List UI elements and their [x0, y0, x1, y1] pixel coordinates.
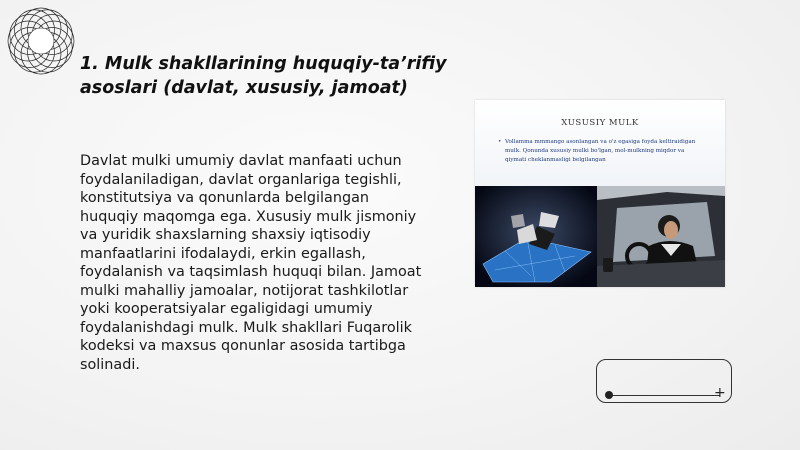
- embedded-slide-header: [475, 100, 725, 186]
- embedded-slide-image: [475, 100, 725, 287]
- embedded-slide-bullet: [498, 138, 705, 164]
- embedded-slide-title: XUSUSIY MULK: [561, 118, 639, 128]
- slider-knob[interactable]: [605, 391, 613, 399]
- geometric-circle-logo-icon: [4, 4, 78, 78]
- plus-icon[interactable]: +: [714, 385, 726, 401]
- car-driver-photo: [597, 186, 725, 287]
- page-title: 1. Mulk shakllarining huquqiy-ta’rifiy asoslari (davlat, xususiy, jamoat): [80, 54, 447, 98]
- bullet-dot-icon: •: [498, 139, 502, 145]
- puzzle-photo: [475, 186, 597, 287]
- embedded-slide-bullet-text: Vollamma mmmango asonlangan va o'z egasiga foyda keltiraidigan mulk. Qonunda xususiy mulki bo'lgan, mol-mulkning miqdor va qiymati cheklanmasligi belgilangan: [505, 139, 696, 163]
- slider-track: [609, 395, 720, 396]
- timeline-slider[interactable]: [596, 359, 732, 403]
- slide-body-text: Davlat mulki umumiy davlat manfaati uchun foydalaniladigan, davlat organlariga tegishli, konstitutsiya va qonunlarda belgilangan huquqiy maqomga ega. Xususiy mulk jismoniy va yuridik shaxslarning shaxsiy iqtisodiy manfaatlarini ifodalaydi, erkin egallash, foydalanish va taqsimlash huquqi bilan. Jamoat mulki mahalliy jamoalar, notijorat tashkilotlar yoki kooperatsiyalar egaligidagi umumiy foydalanishdagi mulk. Mulk shakllari Fuqarolik kodeksi va maxsus qonunlar asosida tartibga solinadi.: [80, 153, 422, 373]
